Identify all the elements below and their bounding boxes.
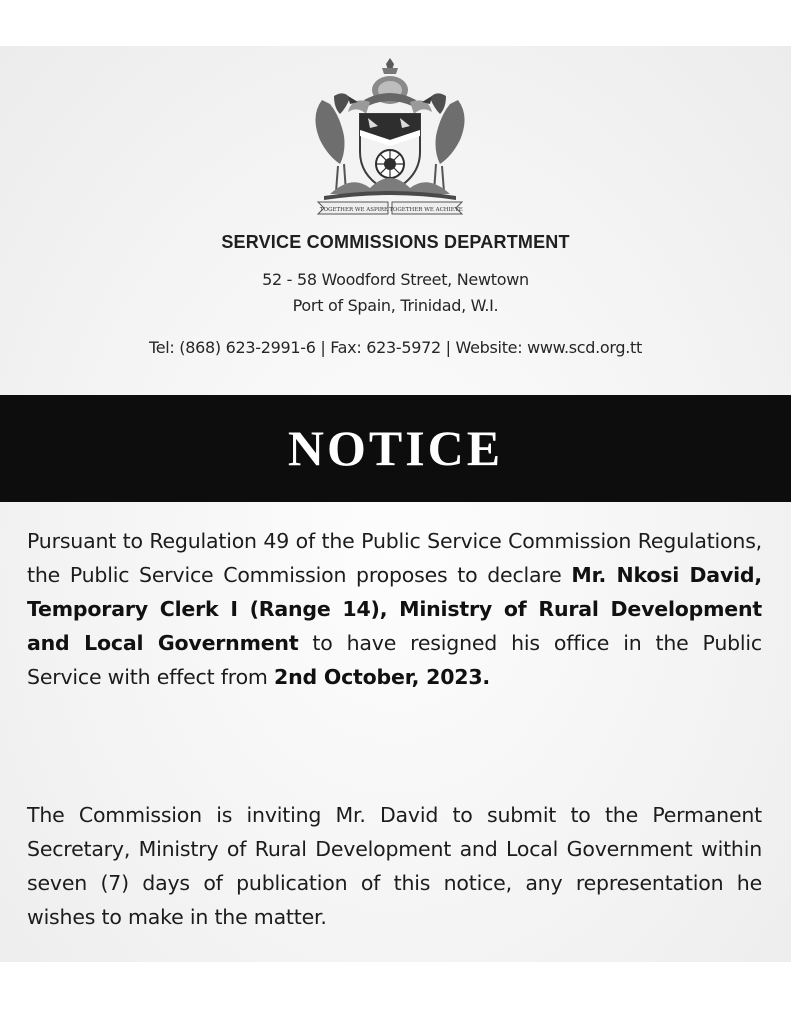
para1-middle: to have resigned his office in the Public Service with effect from — [27, 631, 762, 689]
contact-line: Tel: (868) 623-2991-6 | Fax: 623-5972 | Website: www.scd.org.tt — [148, 338, 643, 357]
department-name: SERVICE COMMISSIONS DEPARTMENT — [221, 232, 570, 252]
notice-title: NOTICE — [287, 420, 504, 476]
address-line-2: Port of Spain, Trinidad, W.I. — [292, 296, 499, 315]
address-line-1: 52 - 58 Woodford Street, Newtown — [262, 270, 529, 289]
officer-name-position: Mr. Nkosi David, Temporary Clerk I (Range 14), Ministry of Rural Development and Local Government — [27, 563, 762, 655]
motto-right-text: TOGETHER WE ACHIEVE — [389, 207, 463, 213]
para1-intro: Pursuant to Regulation 49 of the Public Service Commission Regulations, the Public Service Commission proposes to declare — [27, 529, 762, 587]
effective-date: 2nd October, 2023. — [274, 665, 490, 689]
notice-paragraph-2: The Commission is inviting Mr. David to submit to the Permanent Secretary, Ministry of Rural Development and Local Government within seven (7) days of publication of this notice, any representation he wishes to make in the matter. — [27, 803, 762, 929]
notice-paragraph-1 — [27, 524, 762, 694]
motto-left-text: TOGETHER WE ASPIRE — [319, 207, 389, 213]
notice-banner — [0, 395, 791, 502]
notice-card — [0, 46, 791, 962]
coat-of-arms-logo — [300, 56, 480, 220]
